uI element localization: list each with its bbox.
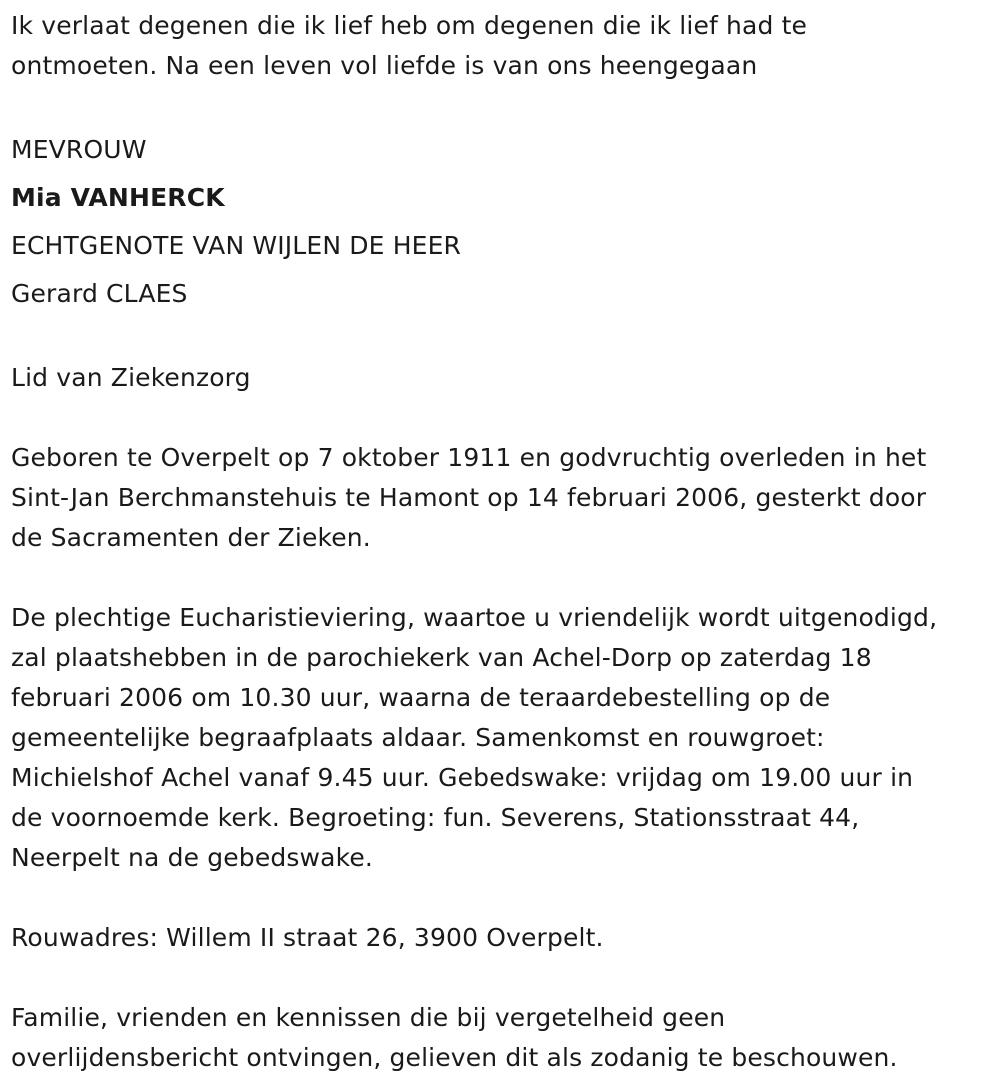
spouse-name: Gerard CLAES: [11, 279, 188, 308]
closing-text: Familie, vrienden en kennissen die bij vergetelheid geen overlijdensbericht ontvingen, gelieven dit als zodanig te beschouwen.: [11, 1003, 898, 1072]
title-prefix: MEVROUW: [11, 135, 147, 164]
spacer: [11, 558, 988, 598]
membership-text: Lid van Ziekenzorg: [11, 363, 251, 392]
spacer: [11, 318, 988, 358]
birth-death-text: Geboren te Overpelt op 7 oktober 1911 en godvruchtig overleden in het Sint-Jan Berchmanstehuis te Hamont op 14 februari 2006, gesterkt door de Sacramenten der Zieken.: [11, 443, 927, 552]
spacer: [11, 878, 988, 918]
spouse-title: ECHTGENOTE VAN WIJLEN DE HEER: [11, 231, 462, 260]
spacer: [11, 958, 988, 998]
spacer: [11, 86, 988, 126]
mourning-address: Rouwadres: Willem II straat 26, 3900 Overpelt.: [11, 923, 604, 952]
intro-text: Ik verlaat degenen die ik lief heb om degenen die ik lief had te ontmoeten. Na een leven vol liefde is van ons heengegaan: [11, 11, 808, 80]
deceased-name: Mia VANHERCK: [11, 183, 225, 212]
spacer: [11, 398, 988, 438]
ceremony-text: De plechtige Eucharistieviering, waartoe u vriendelijk wordt uitgenodigd, zal plaatshebben in de parochiekerk van Achel-Dorp op zaterdag 18 februari 2006 om 10.30 uur, waarna de teraardebestelling op de gemeentelijke begraafplaats aldaar. Samenkomst en rouwgroet: Michielshof Achel vanaf 9.45 uur. Gebedswake: vrijdag om 19.00 uur in de voornoemde kerk. Begroeting: fun. Severens, Stationsstraat 44, Neerpelt na de gebedswake.: [11, 603, 938, 872]
